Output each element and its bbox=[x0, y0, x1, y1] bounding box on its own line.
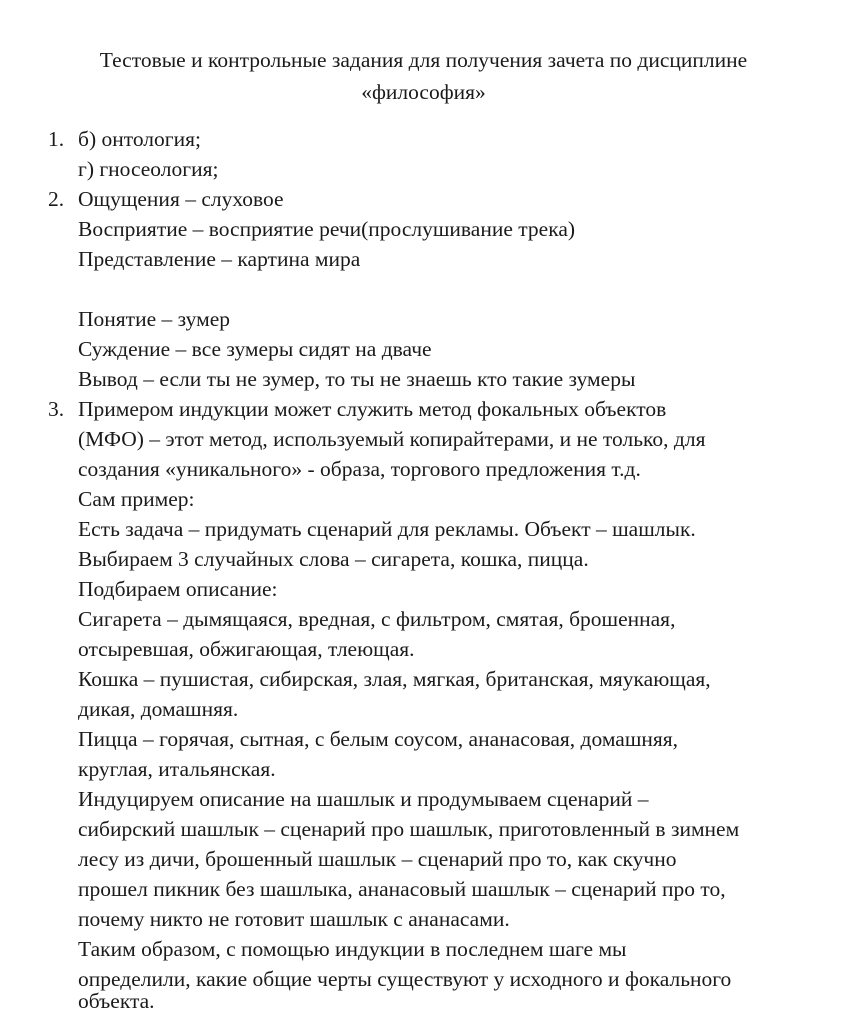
list-item-line: Примером индукции может служить метод фокальных объектов bbox=[78, 397, 667, 421]
list-item-line: Ощущения – слуховое bbox=[78, 187, 284, 211]
list-item-line: Таким образом, с помощью индукции в последнем шаге мы bbox=[78, 937, 627, 961]
document-title bbox=[0, 44, 847, 108]
list-item-line: Кошка – пушистая, сибирская, злая, мягкая, британская, мяукающая, bbox=[78, 667, 711, 691]
list-item-line: сибирский шашлык – сценарий про шашлык, приготовленный в зимнем bbox=[78, 817, 740, 841]
list-item-line: Подбираем описание: bbox=[78, 577, 278, 601]
list-item-line: прошел пикник без шашлыка, ананасовый шашлык – сценарий про то, bbox=[78, 877, 726, 901]
list-item-line: Выбираем 3 случайных слова – сигарета, кошка, пицца. bbox=[78, 547, 589, 571]
list-item-line: определили, какие общие черты существуют у исходного и фокального bbox=[78, 967, 732, 991]
list-item-line: создания «уникального» - образа, торгового предложения т.д. bbox=[78, 457, 641, 481]
list-item-line: круглая, итальянская. bbox=[78, 757, 276, 781]
list-item-line: (МФО) – этот метод, используемый копирайтерами, и не только, для bbox=[78, 427, 706, 451]
list-item-line: Суждение – все зумеры сидят на дваче bbox=[78, 337, 432, 361]
list-item-line: Понятие – зумер bbox=[78, 307, 231, 331]
list-item-line: Вывод – если ты не зумер, то ты не знаешь кто такие зумеры bbox=[78, 367, 636, 391]
list-number-1: 1. bbox=[48, 127, 65, 151]
list-item-line: почему никто не готовит шашлык с ананасами. bbox=[78, 907, 510, 931]
list-item-line: Сам пример: bbox=[78, 487, 195, 511]
list-item-line: отсыревшая, обжигающая, тлеющая. bbox=[78, 637, 415, 661]
list-item-line: объекта. bbox=[78, 989, 155, 1013]
list-item-line: Индуцируем описание на шашлык и продумываем сценарий – bbox=[78, 787, 649, 811]
list-number-3: 3. bbox=[48, 397, 65, 421]
list-item-line: Представление – картина мира bbox=[78, 247, 361, 271]
list-number-2: 2. bbox=[48, 187, 65, 211]
list-item-line: Восприятие – восприятие речи(прослушивание трека) bbox=[78, 217, 576, 241]
document-title-line-1: Тестовые и контрольные задания для получения зачета по дисциплине bbox=[99, 48, 748, 72]
list-item-line: Пицца – горячая, сытная, с белым соусом, ананасовая, домашняя, bbox=[78, 727, 679, 751]
document-title-line-2: «философия» bbox=[361, 80, 486, 104]
list-item-line: б) онтология; bbox=[78, 127, 201, 151]
list-item-line: лесу из дичи, брошенный шашлык – сценарий про то, как скучно bbox=[78, 847, 677, 871]
list-item-line: Сигарета – дымящаяся, вредная, с фильтром, смятая, брошенная, bbox=[78, 607, 676, 631]
list-item-line: дикая, домашняя. bbox=[78, 697, 239, 721]
list-item-line: Есть задача – придумать сценарий для рекламы. Объект – шашлык. bbox=[78, 517, 696, 541]
list-item-line: г) гносеология; bbox=[78, 157, 219, 181]
